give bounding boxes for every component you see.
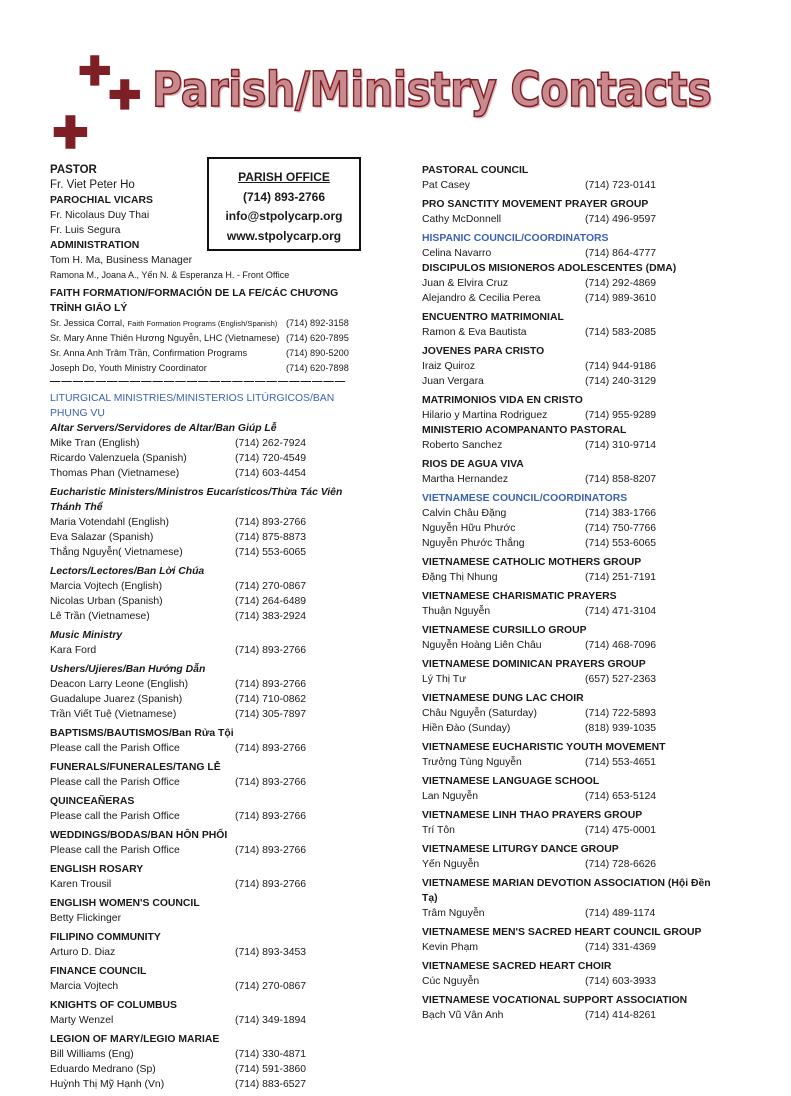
contact-name: Juan & Elvira Cruz (422, 278, 509, 289)
contact-row (50, 945, 370, 960)
group-heading: QUINCEAÑERAS (50, 796, 135, 807)
contact-group (50, 794, 370, 824)
group-heading: PRO SANCTITY MOVEMENT PRAYER GROUP (422, 199, 649, 210)
contact-name: Thuận Nguyễn (422, 606, 491, 617)
contact-phone: (714) 893-2766 (235, 517, 307, 528)
contact-group (422, 261, 722, 306)
contact-phone: (714) 489-1174 (585, 908, 656, 919)
contact-row (50, 775, 370, 790)
contact-name: Nguyễn Hữu Phước (422, 523, 516, 534)
contact-phone: (714) 496-9597 (585, 214, 657, 225)
contact-phone: (714) 475-0001 (585, 825, 657, 836)
contact-row (50, 1062, 370, 1077)
contact-phone: (714) 270-0867 (235, 581, 307, 592)
contact-phone: (714) 893-2766 (235, 743, 307, 754)
group-heading: HISPANIC COUNCIL/COORDINATORS (422, 233, 609, 244)
contact-phone: (714) 728-6626 (585, 859, 657, 870)
contact-name: Kevin Phạm (422, 942, 479, 953)
contact-phone: (714) 620-7895 (286, 333, 349, 343)
left-groups (50, 421, 370, 1092)
contact-group (422, 197, 722, 227)
contact-name: Nicolas Urban (Spanish) (50, 596, 163, 607)
group-heading: VIETNAMESE LANGUAGE SCHOOL (422, 776, 600, 787)
contact-phone: (714) 653-5124 (585, 791, 657, 802)
admin-line: Tom H. Ma, Business Manager (50, 255, 193, 266)
contact-row (50, 579, 370, 594)
contact-name: Martha Hernandez (422, 474, 509, 485)
contact-phone: (714) 471-3104 (585, 606, 657, 617)
contact-row (422, 940, 722, 955)
contact-phone: (714) 383-2924 (235, 611, 307, 622)
contact-group (50, 828, 370, 858)
contact-phone: (714) 722-5893 (585, 708, 657, 719)
contact-row (422, 325, 722, 340)
contact-phone: (714) 583-2085 (585, 327, 657, 338)
group-heading: BAPTISMS/BAUTISMOS/Ban Rửa Tội (50, 728, 234, 739)
contact-row (422, 823, 722, 838)
contact-row (422, 291, 722, 306)
contact-group (422, 842, 722, 872)
contact-name: Kara Ford (50, 645, 97, 656)
contact-name: Mike Tran (English) (50, 438, 140, 449)
group-heading: VIETNAMESE COUNCIL/COORDINATORS (422, 493, 628, 504)
contact-name: Roberto Sanchez (422, 440, 503, 451)
contact-group (422, 555, 722, 585)
contact-name: Trâm Nguyễn (422, 908, 485, 919)
contact-phone: (714) 893-2766 (235, 879, 307, 890)
contact-name: Đặng Thị Nhung (422, 572, 498, 583)
contact-group (50, 726, 370, 756)
group-heading: Lectors/Lectores/Ban Lời Chúa (50, 566, 205, 577)
contact-phone: (714) 553-6065 (585, 538, 657, 549)
contact-row (422, 276, 722, 291)
contact-phone: (714) 892-3158 (286, 318, 349, 328)
contact-phone: (714) 292-4869 (585, 278, 657, 289)
contact-name: Trưởng Tùng Nguyễn (422, 757, 522, 768)
faith-rows (50, 316, 370, 376)
contact-group (50, 421, 370, 481)
contact-row (50, 809, 370, 824)
contact-name: Cúc Nguyễn (422, 976, 480, 987)
contact-phone: (714) 468-7096 (585, 640, 657, 651)
contact-group (422, 623, 722, 653)
contact-row (422, 638, 722, 653)
admin-heading: ADMINISTRATION (50, 240, 140, 251)
right-groups (422, 163, 722, 1023)
office-email: info@stpolycarp.org (225, 209, 343, 223)
contact-group (422, 310, 722, 340)
admin-line: Ramona M., Joana A., Yến N. & Esperanza H. - Front Office (50, 270, 290, 280)
contact-row (422, 374, 722, 389)
contact-name: Châu Nguyễn (Saturday) (422, 708, 537, 719)
office-heading: PARISH OFFICE (238, 170, 330, 184)
contact-name: Hilario y Martina Rodriguez (422, 410, 548, 421)
contact-phone: (714) 603-4454 (235, 468, 307, 479)
contact-row (422, 246, 722, 261)
contact-name: Betty Flickinger (50, 913, 122, 924)
group-heading: KNIGHTS OF COLUMBUS (50, 1000, 177, 1011)
contact-name: Ramon & Eva Bautista (422, 327, 527, 338)
liturgical-heading: LITURGICAL MINISTRIES/MINISTERIOS LITÚRGICOS/BAN PHỤNG VỤ (50, 393, 335, 419)
faith-row (50, 346, 370, 361)
contact-name: Maria Votendahl (English) (50, 517, 169, 528)
contact-group (422, 876, 722, 921)
contact-phone: (714) 264-6489 (235, 596, 307, 607)
contact-name: Thắng Nguyễn( Vietnamese) (50, 547, 183, 558)
contact-row (422, 521, 722, 536)
contact-name: Hiền Đào (Sunday) (422, 723, 511, 734)
contact-note: Faith Formation Programs (English/Spanish) (127, 319, 278, 328)
contact-row (422, 212, 722, 227)
contact-phone: (714) 893-2766 (235, 845, 307, 856)
faith-row (50, 316, 370, 331)
contact-name: Lý Thị Tư (422, 674, 467, 685)
contact-group (422, 808, 722, 838)
contact-row (50, 677, 370, 692)
contact-group (422, 344, 722, 389)
contact-row (50, 1013, 370, 1028)
group-heading: MINISTERIO ACOMPANANTO PASTORAL (422, 425, 627, 436)
contact-name: Guadalupe Juarez (Spanish) (50, 694, 183, 705)
contact-row (422, 359, 722, 374)
contact-name: Pat Casey (422, 180, 470, 191)
contact-phone: (714) 310-9714 (585, 440, 657, 451)
contact-group (422, 423, 722, 453)
vicars-heading: PAROCHIAL VICARS (50, 195, 153, 206)
left-column (50, 163, 370, 1096)
contact-group (50, 964, 370, 994)
group-heading: VIETNAMESE LITURGY DANCE GROUP (422, 844, 619, 855)
contact-row (50, 594, 370, 609)
group-heading: Ushers/Ujieres/Ban Hướng Dẫn (50, 664, 206, 675)
contact-row (50, 545, 370, 560)
right-column (422, 163, 722, 1027)
group-heading: VIETNAMESE LINH THAO PRAYERS GROUP (422, 810, 643, 821)
contact-group (50, 760, 370, 790)
contact-name: Arturo D. Diaz (50, 947, 116, 958)
contact-name: Bạch Vũ Vân Anh (422, 1010, 504, 1021)
contact-phone: (714) 620-7898 (286, 363, 349, 373)
contact-row (50, 1047, 370, 1062)
contact-row (50, 877, 370, 892)
faith-row (50, 361, 370, 376)
contact-group (50, 564, 370, 624)
contact-row (422, 408, 722, 423)
contact-phone: (714) 553-4651 (585, 757, 657, 768)
group-heading: DISCIPULOS MISIONEROS ADOLESCENTES (DMA) (422, 263, 677, 274)
contact-phone: (714) 864-4777 (585, 248, 657, 259)
vicar-name: Fr. Nicolaus Duy Thai (50, 210, 150, 221)
contact-name: Joseph Do, Youth Ministry Coordinator (50, 363, 207, 373)
contact-row (50, 979, 370, 994)
pastor-heading: PASTOR (50, 164, 97, 176)
contact-phone: (714) 240-3129 (585, 376, 657, 387)
contact-row (50, 643, 370, 658)
group-heading: Music Ministry (50, 630, 123, 641)
contact-phone: (714) 349-1894 (235, 1015, 307, 1026)
contact-phone: (714) 383-1766 (585, 508, 657, 519)
group-heading: ENGLISH ROSARY (50, 864, 144, 875)
contact-phone: (657) 527-2363 (585, 674, 657, 685)
contact-row (422, 789, 722, 804)
contact-phone: (714) 262-7924 (235, 438, 307, 449)
group-heading: Altar Servers/Servidores de Altar/Ban Giúp Lễ (50, 423, 277, 434)
contact-row (50, 436, 370, 451)
contact-row (50, 609, 370, 624)
contact-row (422, 672, 722, 687)
contact-name: Please call the Parish Office (50, 743, 180, 754)
contact-group (422, 163, 722, 193)
contact-name: Sr. Jessica Corral, (50, 318, 125, 328)
contact-group (50, 862, 370, 892)
contact-phone: (714) 591-3860 (235, 1064, 307, 1075)
contact-phone: (714) 893-2766 (235, 811, 307, 822)
contact-phone: (714) 893-3453 (235, 947, 307, 958)
contact-phone: (714) 603-3933 (585, 976, 657, 987)
group-heading: VIETNAMESE MARIAN DEVOTION ASSOCIATION (Hội Đền Tạ) (422, 878, 711, 904)
contact-group (422, 231, 722, 261)
group-heading: VIETNAMESE CATHOLIC MOTHERS GROUP (422, 557, 642, 568)
contact-group (422, 740, 722, 770)
contact-name: Please call the Parish Office (50, 811, 180, 822)
contact-phone: (714) 875-8873 (235, 532, 307, 543)
contact-name: Yến Nguyễn (422, 859, 480, 870)
contact-group (422, 393, 722, 423)
cross-icon: ✚ (52, 108, 89, 159)
contact-name: Please call the Parish Office (50, 845, 180, 856)
contact-name: Sr. Mary Anne Thiên Hương Nguyễn, LHC (Vietnamese) (50, 333, 280, 343)
group-heading: VIETNAMESE DUNG LAC CHOIR (422, 693, 584, 704)
contact-name: Eduardo Medrano (Sp) (50, 1064, 156, 1075)
contact-group (50, 1032, 370, 1092)
group-heading: PASTORAL COUNCIL (422, 165, 529, 176)
contact-row (422, 506, 722, 521)
contact-phone: (714) 893-2766 (235, 679, 307, 690)
group-heading: ENCUENTRO MATRIMONIAL (422, 312, 564, 323)
contact-phone: (714) 710-0862 (235, 694, 307, 705)
contact-row (50, 466, 370, 481)
contact-phone: (714) 989-3610 (585, 293, 657, 304)
contact-row (422, 857, 722, 872)
contact-group (422, 657, 722, 687)
contact-row (50, 911, 370, 926)
contact-row (50, 843, 370, 858)
contact-name: Juan Vergara (422, 376, 484, 387)
contact-phone: (714) 750-7766 (585, 523, 657, 534)
group-heading: VIETNAMESE CURSILLO GROUP (422, 625, 587, 636)
office-phone: (714) 893-2766 (242, 189, 326, 204)
group-heading: VIETNAMESE CHARISMATIC PRAYERS (422, 591, 617, 602)
contact-name: Cathy McDonnell (422, 214, 502, 225)
vicar-name: Fr. Luis Segura (50, 225, 121, 236)
contact-row (50, 741, 370, 756)
contact-name: Marcia Vojtech (English) (50, 581, 163, 592)
contact-name: Huỳnh Thị Mỹ Hạnh (Vn) (50, 1079, 165, 1090)
contact-group (422, 491, 722, 551)
faith-row (50, 331, 370, 346)
contact-group (422, 457, 722, 487)
page-title: Parish/Ministry Contacts (152, 62, 712, 118)
group-heading: WEDDINGS/BODAS/BAN HÔN PHỐI (50, 830, 228, 841)
contact-name: Eva Salazar (Spanish) (50, 532, 154, 543)
contact-row (50, 451, 370, 466)
contact-name: Marty Wenzel (50, 1015, 114, 1026)
contact-phone: (714) 331-4369 (585, 942, 657, 953)
group-heading: VIETNAMESE SACRED HEART CHOIR (422, 961, 612, 972)
contact-name: Iraiz Quiroz (422, 361, 476, 372)
group-heading: ENGLISH WOMEN'S COUNCIL (50, 898, 200, 909)
contact-group (50, 485, 370, 560)
contact-phone: (714) 270-0867 (235, 981, 307, 992)
contact-name: Bill Williams (Eng) (50, 1049, 134, 1060)
contact-group (422, 774, 722, 804)
cross-icon: ✚ (108, 72, 142, 119)
contact-row (422, 570, 722, 585)
contact-group (422, 925, 722, 955)
contact-row (422, 706, 722, 721)
contact-phone: (714) 720-4549 (235, 453, 307, 464)
contact-name: Nguyễn Phước Thắng (422, 538, 525, 549)
group-heading: FUNERALS/FUNERALES/TANG LỄ (50, 762, 221, 773)
group-heading: MATRIMONIOS VIDA EN CRISTO (422, 395, 583, 406)
contact-row (422, 472, 722, 487)
contact-phone: (714) 883-6527 (235, 1079, 307, 1090)
contact-phone: (714) 414-8261 (585, 1010, 657, 1021)
group-heading: VIETNAMESE MEN'S SACRED HEART COUNCIL GROUP (422, 927, 702, 938)
contact-phone: (714) 305-7897 (235, 709, 307, 720)
group-heading: JOVENES PARA CRISTO (422, 346, 545, 357)
contact-phone: (714) 251-7191 (585, 572, 657, 583)
group-heading: FINANCE COUNCIL (50, 966, 147, 977)
contact-row (422, 906, 722, 921)
contact-phone: (714) 890-5200 (286, 348, 349, 358)
contact-name: Sr. Anna Anh Trâm Trần, Confirmation Programs (50, 348, 248, 358)
contact-name: Karen Trousil (50, 879, 112, 890)
contact-group (50, 930, 370, 960)
group-heading: RIOS DE AGUA VIVA (422, 459, 524, 470)
contact-row (422, 604, 722, 619)
contact-row (50, 530, 370, 545)
contact-group (422, 993, 722, 1023)
title-area (0, 0, 791, 160)
contact-row (422, 721, 722, 736)
contact-row (422, 178, 722, 193)
group-heading: FILIPINO COMMUNITY (50, 932, 161, 943)
contact-phone: (714) 955-9289 (585, 410, 657, 421)
contact-name: Nguyễn Hoàng Liên Châu (422, 640, 542, 651)
pastor-name: Fr. Viet Peter Ho (50, 179, 135, 191)
contact-row (422, 438, 722, 453)
divider: —————————————————————————— (50, 376, 347, 387)
contact-group (50, 662, 370, 722)
contact-row (50, 707, 370, 722)
office-website: www.stpolycarp.org (226, 228, 342, 243)
contact-name: Calvin Châu Đặng (422, 508, 507, 519)
contact-name: Marcia Vojtech (50, 981, 119, 992)
contact-row (50, 515, 370, 530)
contact-phone: (714) 330-4871 (235, 1049, 307, 1060)
contact-name: Lê Trần (Vietnamese) (50, 611, 150, 622)
contact-row (422, 974, 722, 989)
contact-phone: (714) 858-8207 (585, 474, 657, 485)
cross-icon: ✚ (78, 48, 112, 95)
contact-group (50, 896, 370, 926)
contact-row (422, 536, 722, 551)
contact-group (422, 691, 722, 736)
contact-row (422, 1008, 722, 1023)
contact-group (422, 589, 722, 619)
group-heading: VIETNAMESE DOMINICAN PRAYERS GROUP (422, 659, 646, 670)
group-heading: LEGION OF MARY/LEGIO MARIAE (50, 1034, 220, 1045)
contact-name: Lan Nguyễn (422, 791, 479, 802)
group-heading: Eucharistic Ministers/Ministros Eucarísticos/Thừa Tác Viên Thánh Thể (50, 487, 343, 513)
contact-phone: (714) 553-6065 (235, 547, 307, 558)
contact-row (50, 692, 370, 707)
group-heading: VIETNAMESE VOCATIONAL SUPPORT ASSOCIATION (422, 995, 688, 1006)
contact-phone: (818) 939-1035 (585, 723, 657, 734)
contact-name: Trần Viết Tuệ (Vietnamese) (50, 709, 177, 720)
contact-row (50, 1077, 370, 1092)
contact-group (422, 959, 722, 989)
contact-name: Celina Navarro (422, 248, 492, 259)
group-heading: VIETNAMESE EUCHARISTIC YOUTH MOVEMENT (422, 742, 666, 753)
contact-row (422, 755, 722, 770)
contact-name: Please call the Parish Office (50, 777, 180, 788)
contact-phone: (714) 893-2766 (235, 645, 307, 656)
contact-phone: (714) 723-0141 (585, 180, 657, 191)
faith-heading: FAITH FORMATION/FORMACIÓN DE LA FE/CÁC CHƯƠNG TRÌNH GIÁO LÝ (50, 288, 339, 314)
contact-name: Trí Tôn (422, 825, 455, 836)
contact-group (50, 628, 370, 658)
contact-name: Thomas Phan (Vietnamese) (50, 468, 180, 479)
contact-phone: (714) 944-9186 (585, 361, 657, 372)
contact-phone: (714) 893-2766 (235, 777, 307, 788)
contact-name: Deacon Larry Leone (English) (50, 679, 189, 690)
contact-name: Ricardo Valenzuela (Spanish) (50, 453, 187, 464)
contact-name: Alejandro & Cecilia Perea (422, 293, 541, 304)
